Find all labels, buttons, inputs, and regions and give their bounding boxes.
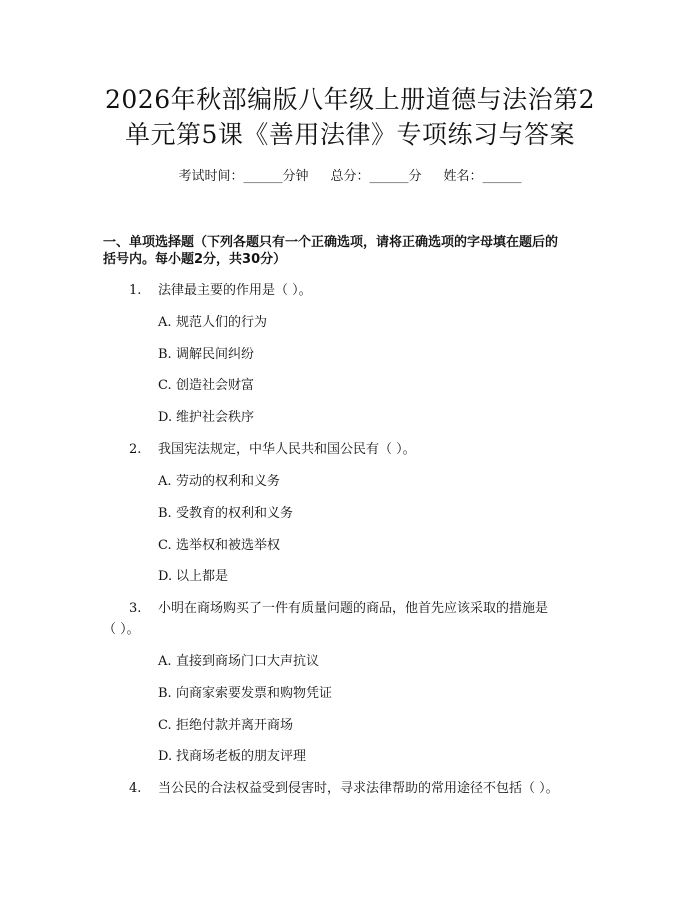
question-3-option-c (158, 717, 293, 735)
option-text: 创造社会财富 (176, 378, 255, 393)
option-letter: A. (158, 315, 172, 330)
option-text: 劳动的权利和义务 (176, 474, 281, 489)
question-2-option-c (158, 537, 280, 555)
question-3-continuation (103, 621, 140, 639)
option-letter: B. (158, 686, 172, 701)
option-text: 直接到商场门口大声抗议 (176, 654, 320, 669)
question-3-option-d (158, 748, 306, 766)
question-number: 2. (129, 442, 142, 457)
section-heading-line-1: 一、单项选择题（下列各题只有一个正确选项，请将正确选项的字母填在题后的 (103, 235, 559, 250)
exam-meta (0, 168, 700, 186)
question-2-option-b (158, 505, 293, 523)
option-text: 找商场老板的朋友评理 (176, 749, 307, 764)
question-text: 法律最主要的作用是（ ）。 (158, 283, 312, 298)
option-letter: A. (158, 474, 172, 489)
option-text: 调解民间纠纷 (176, 347, 255, 362)
option-text: 向商家索要发票和购物凭证 (176, 686, 333, 701)
option-letter: B. (158, 506, 172, 521)
option-letter: C. (158, 378, 172, 393)
question-text: 小明在商场购买了一件有质量问题的商品，他首先应该采取的措施是 (158, 601, 549, 616)
title-line-2: 单元第5课《善用法律》专项练习与答案 (125, 120, 575, 149)
option-letter: C. (158, 718, 172, 733)
question-1-option-a (158, 314, 267, 332)
question-1-option-c (158, 377, 254, 395)
total-score-label: 总分：______分 (330, 169, 422, 184)
option-text: 维护社会秩序 (176, 410, 255, 425)
question-number: 3. (129, 601, 142, 616)
title-line-1: 2026年秋部编版八年级上册道德与法治第2 (104, 85, 596, 114)
question-number: 4. (129, 781, 142, 796)
option-letter: D. (158, 410, 173, 425)
option-letter: D. (158, 569, 173, 584)
option-text: 受教育的权利和义务 (176, 506, 294, 521)
option-text: 选举权和被选举权 (176, 538, 281, 553)
option-letter: C. (158, 538, 172, 553)
option-letter: D. (158, 749, 173, 764)
question-3-option-a (158, 653, 319, 671)
question-2-option-d (158, 568, 228, 586)
exam-time-label: 考试时间：______分钟 (178, 169, 309, 184)
option-text: 规范人们的行为 (176, 315, 268, 330)
question-1-option-b (158, 346, 254, 364)
question-1-option-d (158, 409, 254, 427)
question-text: 当公民的合法权益受到侵害时，寻求法律帮助的常用途径不包括（ ）。 (158, 781, 559, 796)
question-3-option-b (158, 685, 332, 703)
question-text: 我国宪法规定，中华人民共和国公民有（ ）。 (158, 442, 416, 457)
student-name-label: 姓名：______ (443, 169, 522, 184)
section-heading-line-2: 括号内。每小题2分，共30分） (103, 252, 287, 267)
option-text: 以上都是 (176, 569, 229, 584)
question-text-continued: （ ）。 (103, 622, 140, 637)
question-2-option-a (158, 473, 280, 491)
question-number: 1. (129, 283, 142, 298)
option-text: 拒绝付款并离开商场 (176, 718, 294, 733)
option-letter: A. (158, 654, 172, 669)
option-letter: B. (158, 347, 172, 362)
